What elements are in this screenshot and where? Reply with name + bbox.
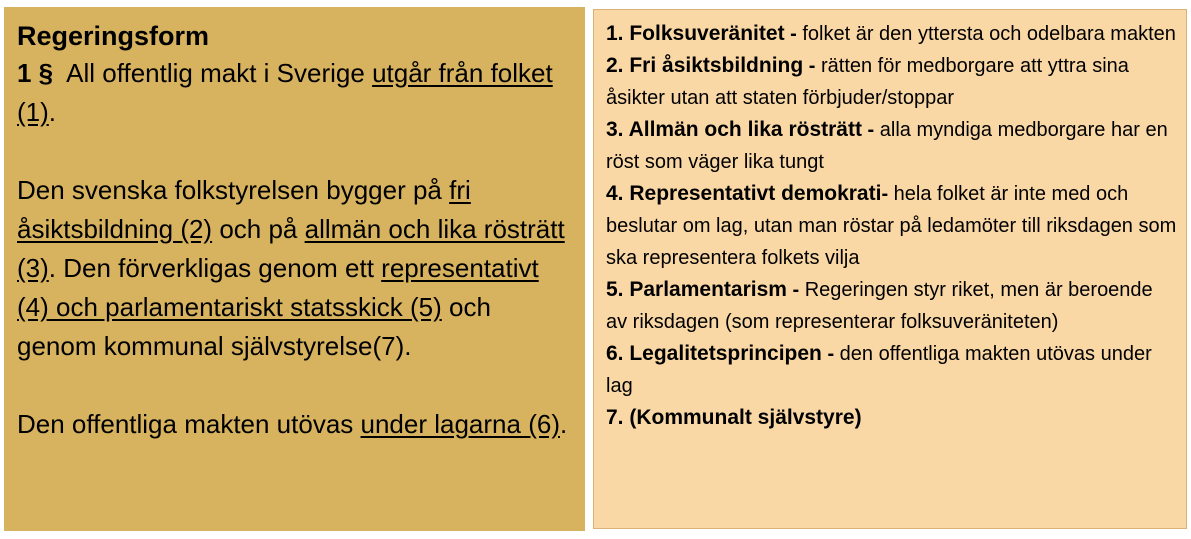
principle-item — [606, 402, 1178, 434]
principle-heading: 5. Parlamentarism — [606, 278, 787, 301]
separator: - — [861, 119, 880, 141]
text: och genom kommunal självstyrelse(7). — [17, 292, 491, 361]
principle-description: hela folket är inte med och beslutar om lag, utan man röstar på ledamöter till riksdagen som ska representera folkets vilja — [606, 183, 1177, 269]
text: . — [48, 97, 57, 127]
text: och på — [212, 214, 305, 244]
principle-heading: 7. (Kommunalt självstyre) — [606, 406, 862, 429]
principle-description: alla myndiga medborgare har en röst som väger lika tungt — [606, 119, 1168, 173]
principles-panel — [593, 9, 1187, 529]
principle-description: Regeringen styr riket, men är beroende av riksdagen (som representerar folksuveräniteten) — [606, 279, 1153, 333]
text: Den offentliga makten utövas — [17, 409, 361, 439]
underlined-term: fri åsiktsbildning (2) — [17, 175, 471, 244]
underlined-term: utgår från folket (1) — [17, 58, 553, 127]
text: Den svenska folkstyrelsen bygger på — [17, 175, 450, 205]
principle-description: folket är den yttersta och odelbara makten — [802, 23, 1176, 45]
principle-heading: 4. Representativt demokrati — [606, 182, 882, 205]
paragraph-2 — [17, 171, 573, 366]
panel-title: Regeringsform — [17, 21, 210, 51]
principle-heading: 2. Fri åsiktsbildning — [606, 54, 804, 77]
underlined-term: under lagarna (6) — [360, 409, 560, 439]
text: . Den förverkligas genom ett — [48, 253, 382, 283]
principle-item — [606, 178, 1178, 274]
paragraph-1 — [17, 54, 573, 132]
principle-heading: 3. Allmän och lika rösträtt — [606, 118, 862, 141]
principle-item — [606, 18, 1178, 50]
separator: - — [784, 23, 803, 45]
principle-description: rätten för medborgare att yttra sina åsikter utan att staten förbjuder/stoppar — [606, 55, 1129, 109]
principle-description: den offentliga makten utövas under lag — [606, 343, 1152, 397]
principle-item — [606, 114, 1178, 178]
underlined-term: allmän och lika rösträtt (3) — [17, 214, 565, 283]
principle-heading: 6. Legalitetsprincipen — [606, 342, 822, 365]
text: All offentlig makt i Sverige — [53, 58, 373, 88]
separator: - — [803, 55, 821, 77]
separator: - — [881, 183, 894, 205]
text: . — [559, 409, 568, 439]
separator: - — [821, 343, 840, 365]
regeringsform-panel — [4, 7, 585, 531]
principle-item — [606, 338, 1178, 402]
principle-heading: 1. Folksuveränitet — [606, 22, 785, 45]
separator: - — [786, 279, 805, 301]
paragraph-3 — [17, 405, 573, 444]
underlined-term: representativt (4) och parlamentariskt statsskick (5) — [17, 253, 539, 322]
section-mark: 1 § — [17, 58, 54, 88]
principle-item — [606, 274, 1178, 338]
principle-item — [606, 50, 1178, 114]
